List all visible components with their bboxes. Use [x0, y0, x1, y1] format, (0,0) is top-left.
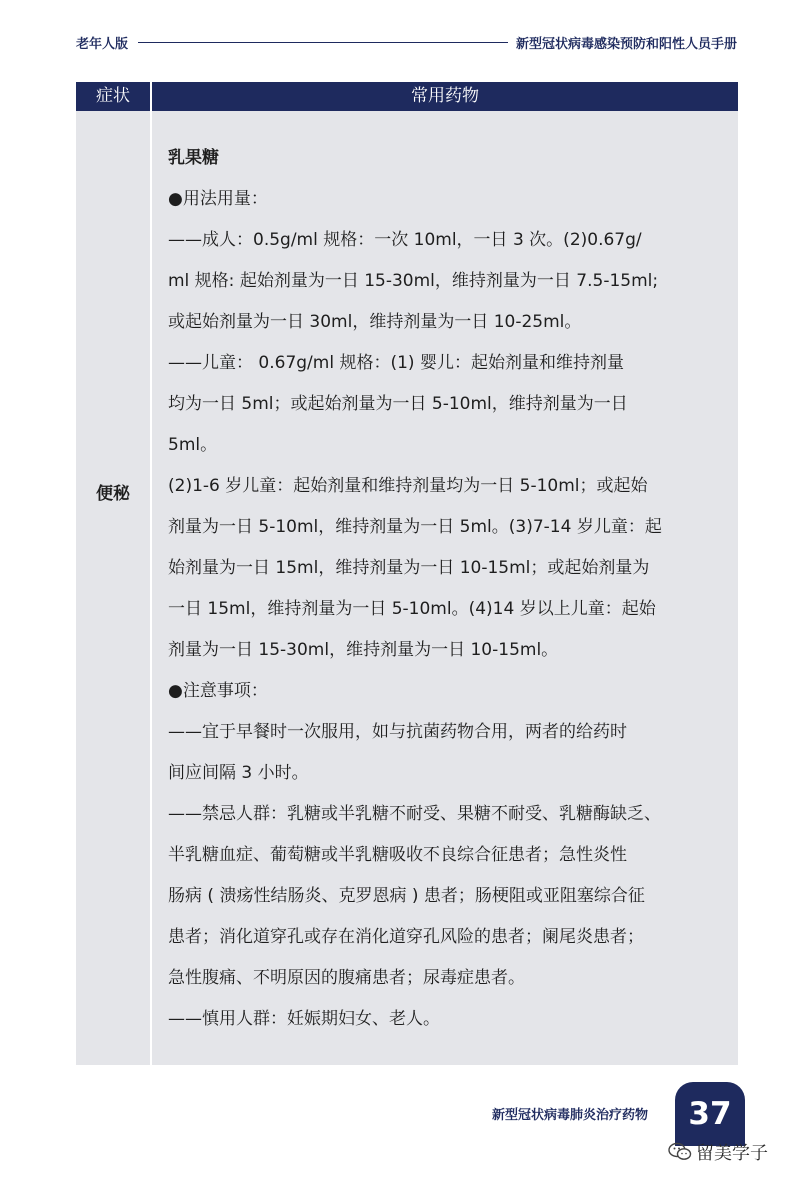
table-body: [76, 111, 738, 1065]
dosage-line: 始剂量为一日 15ml，维持剂量为一日 10-15ml；或起始剂量为: [168, 558, 650, 578]
dosage-line: 剂量为一日 15-30ml，维持剂量为一日 10-15ml。: [168, 640, 559, 660]
notes-line: 肠病 ( 溃疡性结肠炎、克罗恩病 ) 患者；肠梗阻或亚阻塞综合征: [168, 886, 645, 906]
dosage-line: 一日 15ml，维持剂量为一日 5-10ml。(4)14 岁以上儿童：起始: [168, 599, 656, 619]
dosage-line: 剂量为一日 5-10ml，维持剂量为一日 5ml。(3)7-14 岁儿童：起: [168, 517, 662, 537]
medicine-content: [168, 138, 722, 1040]
header-edition-label: 老年人版: [76, 37, 129, 52]
header-divider: [138, 42, 508, 43]
drug-name: 乳果糖: [168, 148, 219, 168]
notes-line: ——禁忌人群：乳糖或半乳糖不耐受、果糖不耐受、乳糖酶缺乏、: [168, 804, 661, 824]
header-book-title: 新型冠状病毒感染预防和阳性人员手册: [516, 37, 738, 52]
table-header: [76, 82, 738, 111]
notes-line: 半乳糖血症、葡萄糖或半乳糖吸收不良综合征患者；急性炎性: [168, 845, 627, 865]
notes-line: 间应间隔 3 小时。: [168, 763, 309, 783]
dosage-line: ——儿童： 0.67g/ml 规格：(1) 婴儿：起始剂量和维持剂量: [168, 353, 624, 373]
watermark-text: 留美学子: [696, 1143, 768, 1164]
symptom-cell: [76, 111, 152, 1065]
wechat-icon: [668, 1142, 692, 1162]
dosage-line: 5ml。: [168, 435, 218, 455]
dosage-line: 均为一日 5ml；或起始剂量为一日 5-10ml，维持剂量为一日: [168, 394, 628, 414]
notes-line: 患者；消化道穿孔或存在消化道穿孔风险的患者；阑尾炎患者；: [168, 927, 644, 947]
watermark: [668, 1139, 768, 1165]
dosage-line: ——成人：0.5g/ml 规格：一次 10ml，一日 3 次。(2)0.67g/: [168, 230, 642, 250]
footer-section-title: 新型冠状病毒肺炎治疗药物: [492, 1108, 649, 1123]
section-dosage-heading: ●用法用量：: [168, 189, 268, 209]
section-notes-heading: ●注意事项：: [168, 681, 268, 701]
notes-line: ——慎用人群：妊娠期妇女、老人。: [168, 1009, 440, 1029]
dosage-line: (2)1-6 岁儿童：起始剂量和维持剂量均为一日 5-10ml；或起始: [168, 476, 648, 496]
symptom-label: 便秘: [96, 484, 130, 504]
page-number-badge: 37: [675, 1082, 745, 1146]
dosage-line: 或起始剂量为一日 30ml，维持剂量为一日 10-25ml。: [168, 312, 582, 332]
column-header-medicine: 常用药物: [411, 86, 479, 106]
dosage-line: ml 规格: 起始剂量为一日 15-30ml，维持剂量为一日 7.5-15ml;: [168, 271, 659, 291]
notes-line: 急性腹痛、不明原因的腹痛患者；尿毒症患者。: [168, 968, 525, 988]
column-header-symptom: 症状: [76, 82, 152, 111]
medicine-cell: [152, 111, 738, 1065]
notes-line: ——宜于早餐时一次服用，如与抗菌药物合用，两者的给药时: [168, 722, 627, 742]
